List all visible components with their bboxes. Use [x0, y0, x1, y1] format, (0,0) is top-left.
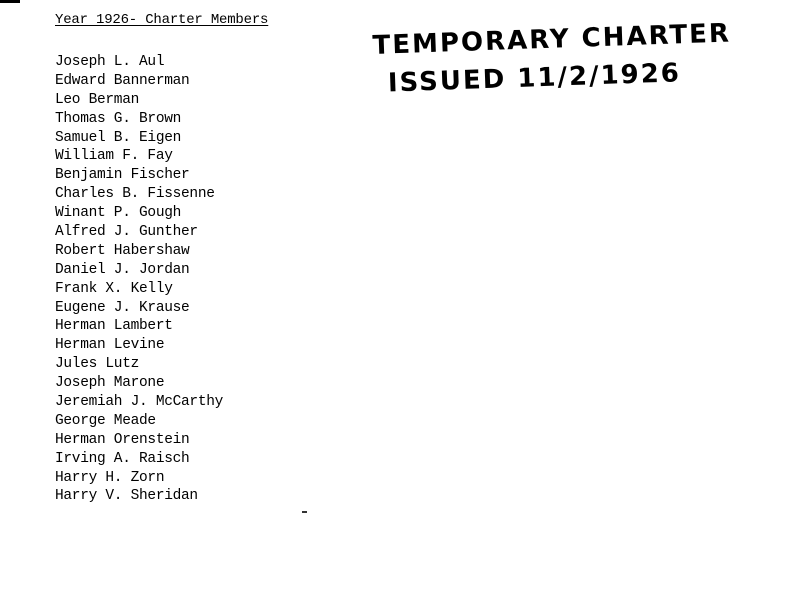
- member-name: Frank X. Kelly: [55, 280, 173, 297]
- member-name: Alfred J. Gunther: [55, 224, 198, 241]
- handwritten-note-line1: TEMPORARY CHARTER: [372, 18, 732, 61]
- member-name: Harry V. Sheridan: [55, 488, 198, 505]
- member-name: Harry H. Zorn: [55, 469, 165, 486]
- member-name: Benjamin Fischer: [55, 167, 190, 184]
- member-name: Joseph Marone: [55, 375, 165, 392]
- member-name: Edward Bannerman: [55, 72, 190, 89]
- member-name: Winant P. Gough: [55, 205, 182, 222]
- member-name: Herman Levine: [55, 337, 165, 354]
- member-name: Jeremiah J. McCarthy: [55, 394, 224, 411]
- member-name: William F. Fay: [55, 148, 173, 165]
- member-name: Jules Lutz: [55, 356, 140, 373]
- member-name: Thomas G. Brown: [55, 110, 182, 127]
- member-name: Irving A. Raisch: [55, 450, 190, 467]
- handwritten-note-line2: ISSUED 11/2/1926: [387, 58, 682, 99]
- member-name: Robert Habershaw: [55, 242, 190, 259]
- member-name: Samuel B. Eigen: [55, 129, 182, 146]
- member-name: Herman Lambert: [55, 318, 173, 335]
- member-name: Daniel J. Jordan: [55, 261, 190, 278]
- member-name: Leo Berman: [55, 91, 140, 108]
- member-name: Herman Orenstein: [55, 431, 190, 448]
- member-name: Eugene J. Krause: [55, 299, 190, 316]
- member-name: Charles B. Fissenne: [55, 186, 215, 203]
- scan-speck: [302, 511, 307, 513]
- charter-member-list: [55, 53, 223, 506]
- handwritten-charter-note: [372, 15, 733, 101]
- member-name: Joseph L. Aul: [55, 54, 165, 70]
- member-name: George Meade: [55, 412, 156, 429]
- document-title: Year 1926- Charter Members: [55, 12, 269, 28]
- corner-scan-mark: [0, 0, 20, 3]
